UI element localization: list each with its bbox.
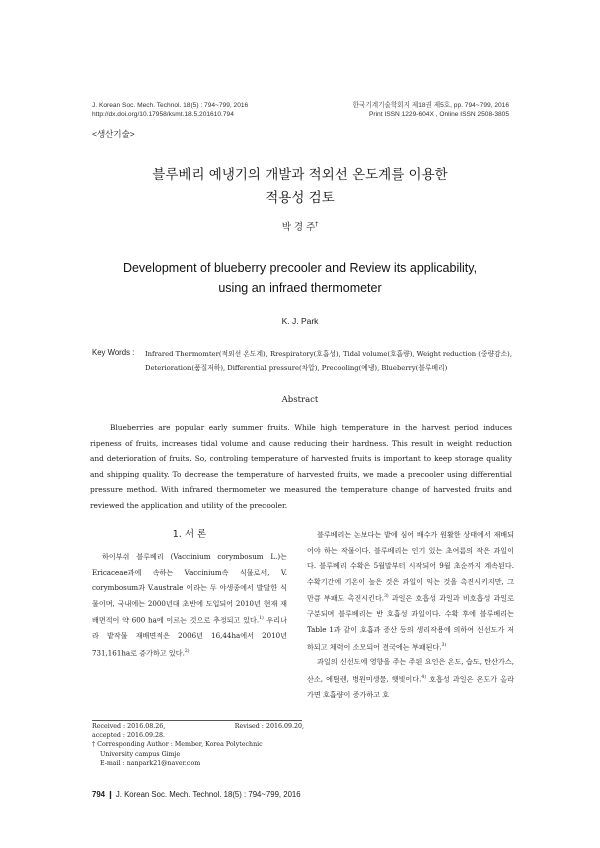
doi-link[interactable]: http://dx.doi.org/10.17958/ksmt.18.5.201610.794 [92, 111, 234, 118]
revised-date: Revised : 2016.09.20, [234, 723, 304, 730]
journal-header-left [92, 101, 248, 119]
author-korean [0, 219, 600, 233]
issn-line: Print ISSN 1229-604X , Online ISSN 2508-3805 [368, 111, 509, 118]
citation-ref: 4) [421, 675, 427, 681]
paper-title-english [0, 258, 600, 298]
right-paragraph-1 [307, 527, 514, 654]
left-column [92, 529, 287, 661]
title-en-line2: using an infraed thermometer [218, 281, 382, 295]
citation-ref: 1) [259, 616, 264, 622]
dates-row [92, 722, 304, 731]
title-ko-line1: 블루베리 예냉기의 개발과 적외선 온도계를 이용한 [152, 167, 448, 183]
right-text-c: 과일의 신선도에 영향을 주는 주된 요인은 온도, 습도, 탄산가스, 산소, 에틸렌, 병원미생물, 햇빛이다. [307, 657, 514, 684]
footnote-block [92, 722, 304, 768]
footer-citation: ❙ J. Korean Soc. Mech. Technol. 18(5) : 794~799, 2016 [105, 790, 301, 799]
right-text-a: 블루베리는 논보다는 밭에 심어 배수가 원활한 상태에서 재배되어야 하는 작물이다. 블루베리는 인기 있는 초여름의 작은 과일이다. 블루베리 수확은 5월말부터 시작되어 9월 초순까지 계속된다. 수확기간에 기온이 높은 것은 과일이 익는 것을 촉진시키지만, 그 만큼 부패도 촉진시킨다. [307, 530, 514, 603]
received-date: Received : 2016.08.26, [92, 723, 166, 730]
abstract-body: Blueberries are popular early summer fruits. While high temperature in the harvest period induces ripeness of fruits, increases tidal volume and cause reducing their hardness. This result in weight reduction and deterioration of fruits. So, controling temperature of harvested fruits is important to keep storage quality and shipping quality. To decrease the temperature of harvested fruits, we made a precooler using differential pressure method. With infrared thermometer we measured the temperature change of harvested fruits and reviewed the application and utility of the precooler. [90, 423, 512, 510]
citation-ref: 2) [184, 648, 190, 654]
intro-text-b: 우리나라 밭작물 재배면적은 2006년 16,44ha에서 2010년 731,161ha로 증가하고 있다. [92, 615, 287, 658]
title-en-line1: Development of blueberry precooler and Review its applicability, [122, 261, 478, 275]
author-ko-name: 박 경 주 [281, 222, 316, 233]
keywords-label: Key Words : [92, 348, 135, 357]
citation-line: J. Korean Soc. Mech. Technol. 18(5) : 794~799, 2016 [92, 102, 249, 109]
abstract-heading: Abstract [281, 395, 319, 405]
section-tag: <생산기술> [92, 129, 135, 139]
right-text-b: 과일은 호흡성 과일과 비호흡성 과일로 구분되며 블루베리는 반 호흡성 과일이다. 수확 후에 블루베리는 Table 1과 같이 호흡과 증산 등의 생리작용에 의하여 신선도가 저하되고 체력이 소모되어 결국에는 부패된다. [307, 593, 514, 651]
right-paragraph-2 [307, 654, 514, 702]
page-number: 794 [92, 790, 106, 799]
keywords-text: Infrared Thermomter(적외선 온도계), Rrespiratory(호흡성), Tidal volume(호흡량), Weight reduction (중량감소), Deterioration(품질저하), Differential pressure(차압), Precooling(예냉), Blueberry(블루베리) [145, 350, 512, 372]
journal-info-ko: 한국기계기술학회지 제18권 제5호, pp. 794~799, 2016 [352, 102, 509, 109]
title-ko-line2: 적용성 검토 [265, 190, 335, 206]
corresponding-author: † Corresponding Author : Member, Korea Polytechnic [92, 741, 263, 749]
page-footer [92, 790, 301, 799]
email-address[interactable]: E-mail : nanpark21@naver.com [100, 759, 201, 767]
right-column [307, 527, 514, 703]
corresponding-mark: † [315, 220, 319, 228]
section-heading-introduction: 1. 서 론 [172, 529, 207, 540]
accepted-date: accepted : 2016.09.28. [92, 732, 166, 740]
journal-header-right [353, 101, 509, 119]
footnote-divider [92, 720, 302, 721]
author-english: K. J. Park [281, 316, 319, 326]
citation-ref: 3) [384, 594, 389, 600]
intro-paragraph-1 [92, 549, 287, 661]
affiliation: University campus Gimje [100, 750, 181, 758]
right-text-d: 호흡성 과일은 온도가 올라가면 호흡량이 증가하고 호 [307, 674, 514, 700]
paper-title-korean [0, 164, 600, 210]
intro-text-a: 하이부쉬 블루베리 (Vaccinium corymbosum L.)는 Ericaceae과에 속하는 Vaccinium속 식물로서, V. corymbosum과 V.australe 이라는 두 야생종에서 발달한 식물이며, 국내에는 2000년대 초반에 도입되어 2010년 현재 재배면적이 약 600 ha에 이르는 것으로 추정되고 있다. [92, 552, 287, 625]
citation-ref: 3) [441, 642, 447, 648]
